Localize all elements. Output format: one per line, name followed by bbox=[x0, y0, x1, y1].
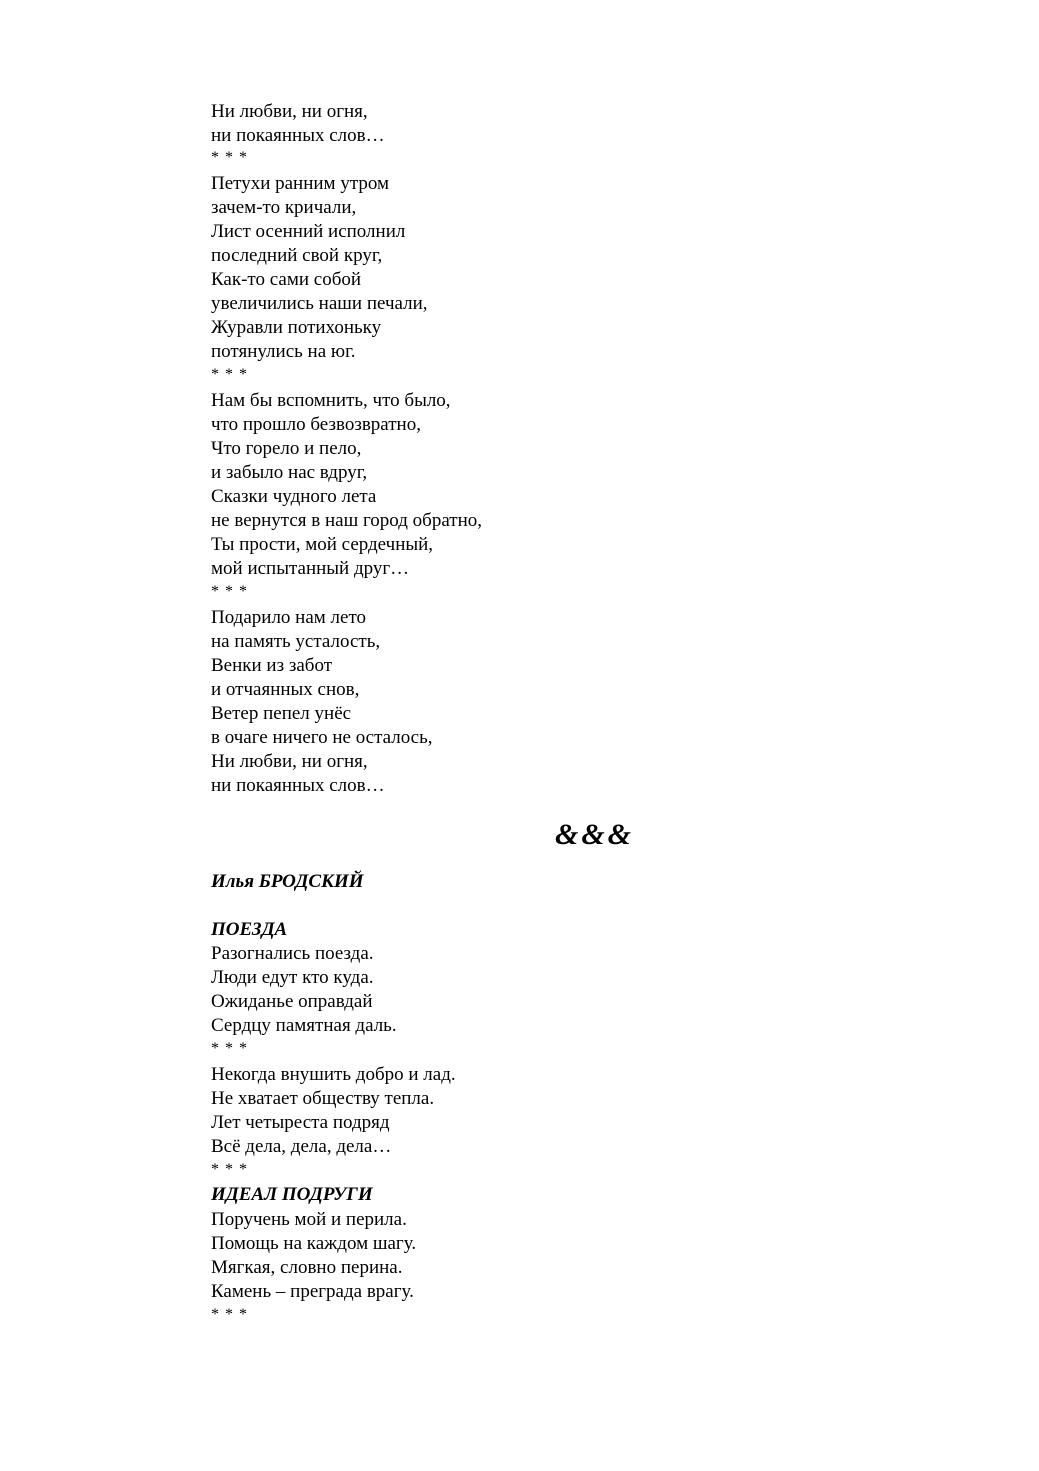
stanza-separator: * * * bbox=[211, 1161, 248, 1178]
verse-line: Журавли потихоньку bbox=[211, 317, 382, 338]
verse-line: ни покаянных слов… bbox=[211, 775, 385, 796]
stanza-separator: * * * bbox=[211, 366, 248, 383]
verse-line: Мягкая, словно перина. bbox=[211, 1257, 403, 1278]
poem-title: ИДЕАЛ ПОДРУГИ bbox=[211, 1184, 373, 1205]
verse-line: Разогнались поезда. bbox=[211, 943, 374, 964]
verse-line: Поручень мой и перила. bbox=[211, 1209, 407, 1230]
verse-line: Нам бы вспомнить, что было, bbox=[211, 390, 451, 411]
verse-line: Не хватает обществу тепла. bbox=[211, 1088, 435, 1109]
verse-line: и отчаянных снов, bbox=[211, 679, 360, 700]
stanza-separator: * * * bbox=[211, 1040, 248, 1057]
verse-line: Подарило нам лето bbox=[211, 607, 367, 628]
verse-line: Лист осенний исполнил bbox=[211, 221, 406, 242]
verse-line: Сердцу памятная даль. bbox=[211, 1015, 397, 1036]
verse-line: Лет четыреста подряд bbox=[211, 1112, 390, 1133]
verse-line: Что горело и пело, bbox=[211, 438, 362, 459]
ornament-divider: &&& bbox=[555, 818, 635, 851]
verse-line: Венки из забот bbox=[211, 655, 333, 676]
verse-line: не вернутся в наш город обратно, bbox=[211, 510, 482, 531]
verse-line: потянулись на юг. bbox=[211, 341, 356, 362]
stanza-separator: * * * bbox=[211, 583, 248, 600]
verse-line: Ни любви, ни огня, bbox=[211, 101, 368, 122]
verse-line: ни покаянных слов… bbox=[211, 125, 385, 146]
author-name: Илья БРОДСКИЙ bbox=[211, 871, 364, 892]
verse-line: Сказки чудного лета bbox=[211, 486, 377, 507]
verse-line: зачем-то кричали, bbox=[211, 197, 357, 218]
verse-line: мой испытанный друг… bbox=[211, 558, 410, 579]
verse-line: Как-то сами собой bbox=[211, 269, 362, 290]
verse-line: Ни любви, ни огня, bbox=[211, 751, 368, 772]
verse-line: Петухи ранним утром bbox=[211, 173, 390, 194]
stanza-separator: * * * bbox=[211, 149, 248, 166]
stanza-separator: * * * bbox=[211, 1306, 248, 1323]
verse-line: Ветер пепел унёс bbox=[211, 703, 352, 724]
verse-line: Ожиданье оправдай bbox=[211, 991, 373, 1012]
verse-line: на память усталость, bbox=[211, 631, 381, 652]
verse-line: что прошло безвозвратно, bbox=[211, 414, 421, 435]
verse-line: последний свой круг, bbox=[211, 245, 383, 266]
verse-line: в очаге ничего не осталось, bbox=[211, 727, 433, 748]
verse-line: Ты прости, мой сердечный, bbox=[211, 534, 434, 555]
verse-line: увеличились наши печали, bbox=[211, 293, 428, 314]
verse-line: Камень – преграда врагу. bbox=[211, 1281, 414, 1302]
verse-line: Всё дела, дела, дела… bbox=[211, 1136, 392, 1157]
poem-title: ПОЕЗДА bbox=[211, 919, 288, 940]
verse-line: Помощь на каждом шагу. bbox=[211, 1233, 417, 1254]
verse-line: Люди едут кто куда. bbox=[211, 967, 374, 988]
verse-line: и забыло нас вдруг, bbox=[211, 462, 368, 483]
verse-line: Некогда внушить добро и лад. bbox=[211, 1064, 456, 1085]
